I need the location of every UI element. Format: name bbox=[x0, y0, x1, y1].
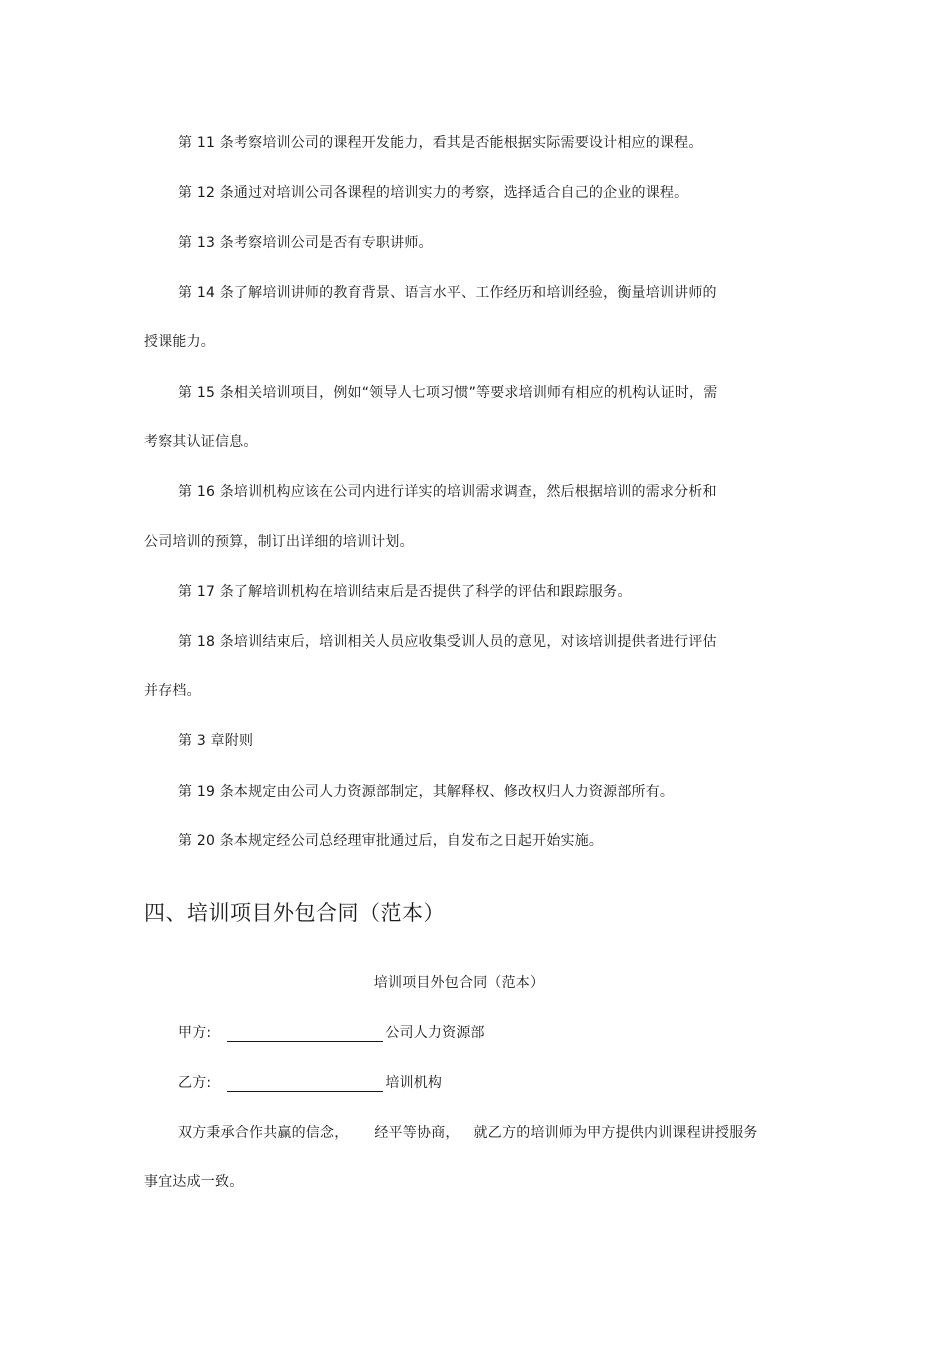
party-a-row bbox=[178, 1024, 485, 1042]
intro-part-2: 经平等协商， bbox=[374, 1125, 460, 1141]
article-13: 第 13 条考察培训公司是否有专职讲师。 bbox=[178, 235, 433, 251]
party-b-value: 培训机构 bbox=[385, 1075, 443, 1091]
section-heading: 四、培训项目外包合同（范本） bbox=[144, 901, 445, 925]
article-15-line-2: 考察其认证信息。 bbox=[144, 434, 258, 450]
article-16-line-1: 第 16 条培训机构应该在公司内进行详实的培训需求调查，然后根据培训的需求分析和 bbox=[178, 484, 717, 500]
intro-part-1: 双方秉承合作共赢的信念， bbox=[178, 1125, 349, 1141]
article-15-line-1: 第 15 条相关培训项目，例如“领导人七项习惯”等要求培训师有相应的机构认证时，需 bbox=[178, 385, 718, 401]
party-a-label: 甲方: bbox=[178, 1025, 212, 1041]
article-18-line-2: 并存档。 bbox=[144, 683, 201, 699]
article-11: 第 11 条考察培训公司的课程开发能力，看其是否能根据实际需要设计相应的课程。 bbox=[178, 135, 703, 151]
article-14-line-1: 第 14 条了解培训讲师的教育背景、语言水平、工作经历和培训经验，衡量培训讲师的 bbox=[178, 285, 717, 301]
chapter-3-title: 第 3 章附则 bbox=[178, 733, 254, 749]
contract-title: 培训项目外包合同（范本） bbox=[373, 975, 545, 991]
party-b-row bbox=[178, 1074, 442, 1092]
article-17: 第 17 条了解培训机构在培训结束后是否提供了科学的评估和跟踪服务。 bbox=[178, 584, 632, 600]
article-16-line-2: 公司培训的预算，制订出详细的培训计划。 bbox=[144, 534, 414, 550]
article-20: 第 20 条本规定经公司总经理审批通过后，自发布之日起开始实施。 bbox=[178, 833, 604, 849]
contract-intro-line-1 bbox=[178, 1124, 758, 1142]
contract-intro-line-2: 事宜达成一致。 bbox=[144, 1174, 244, 1190]
article-12: 第 12 条通过对培训公司各课程的培训实力的考察，选择适合自己的企业的课程。 bbox=[178, 185, 689, 201]
article-14-line-2: 授课能力。 bbox=[144, 334, 215, 350]
party-b-blank-line bbox=[227, 1077, 383, 1092]
article-18-line-1: 第 18 条培训结束后，培训相关人员应收集受训人员的意见，对该培训提供者进行评估 bbox=[178, 634, 717, 650]
article-19: 第 19 条本规定由公司人力资源部制定，其解释权、修改权归人力资源部所有。 bbox=[178, 784, 675, 800]
party-a-value: 公司人力资源部 bbox=[385, 1025, 485, 1041]
party-b-label: 乙方: bbox=[178, 1075, 212, 1091]
intro-part-3: 就乙方的培训师为甲方提供内训课程讲授服务 bbox=[473, 1125, 758, 1141]
party-a-blank-line bbox=[227, 1027, 383, 1042]
